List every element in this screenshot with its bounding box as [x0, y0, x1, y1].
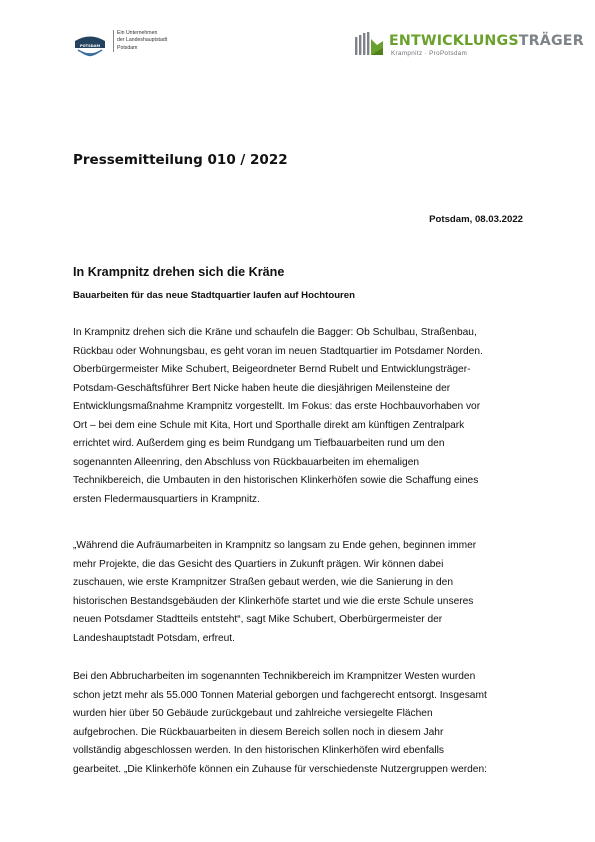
potsdam-seal-icon — [73, 33, 107, 57]
entwicklungstraeger-mark-icon — [355, 31, 385, 59]
potsdam-logo-text — [113, 30, 197, 52]
text-line: vollständig abgeschlossen werden. In den historischen Klinkerhöfen wird ebenfalls — [73, 745, 444, 756]
text-line: ersten Fledermausquartiers in Krampnitz. — [73, 493, 260, 505]
text-line: Potsdam-Geschäftsführer Bert Nicke haben heute die diesjährigen Meilensteine der — [73, 382, 451, 394]
entwicklungstraeger-title — [389, 33, 584, 49]
text-line: historischen Bestandsgebäuden der Klinkerhöfe startet und wie die erste Schule unseres — [73, 595, 474, 607]
text-line: Oberbürgermeister Mike Schubert, Beigeordneter Bernd Rubelt und Entwicklungsträger- — [73, 364, 471, 375]
seal-text: POTSDAM — [79, 44, 101, 49]
document-label: Pressemitteilung 010 / 2022 — [73, 152, 288, 168]
text-line: Rückbau oder Wohnungsbau, es geht voran im neuen Stadtquartier im Potsdamer Norden. — [73, 345, 483, 357]
text-line: mehr Projekte, die das Gesicht des Quartiers in Zukunft prägen. Wir können dabei — [73, 558, 444, 570]
dateline: Potsdam, 08.03.2022 — [429, 214, 523, 225]
text-line: schon jetzt mehr als 55.000 Tonnen Material geborgen und fachgerecht entsorgt. Insgesamt — [73, 689, 487, 701]
title-part-green: ENTWICKLUNGS — [389, 33, 519, 49]
body-paragraph-1 — [73, 324, 533, 509]
subheadline: Bauarbeiten für das neue Stadtquartier laufen auf Hochtouren — [73, 290, 355, 301]
text-line: zuschauen, wie erste Krampnitzer Straßen gebaut werden, wie die Sanierung in den — [73, 577, 453, 588]
text-line: Entwicklungsmaßnahme Krampnitz vorgestellt. Im Fokus: das erste Hochbauvorhaben vor — [73, 401, 481, 412]
text-line: errichtet wird. Außerdem ging es beim Rundgang um Tiefbauarbeiten rund um den — [73, 438, 445, 449]
text-line: Landeshauptstadt Potsdam, erfreut. — [73, 632, 235, 644]
potsdam-logo-line: Ein Unternehmen — [117, 30, 158, 36]
body-paragraph-2 — [73, 537, 533, 648]
title-part-gray: TRÄGER — [518, 33, 584, 49]
text-line: In Krampnitz drehen sich die Kräne und schaufeln die Bagger: Ob Schulbau, Straßenbau, — [73, 327, 477, 338]
potsdam-logo-line: der Landeshauptstadt — [117, 37, 168, 44]
text-line: „Während die Aufräumarbeiten in Krampnitz so langsam zu Ende gehen, beginnen immer — [73, 540, 477, 551]
text-line: Technikbereich, die Umbauten in den historischen Klinkerhöfen sowie die Schaffung eines — [73, 475, 479, 486]
entwicklungstraeger-subtitle: Krampnitz · ProPotsdam — [391, 50, 468, 57]
text-line: gearbeitet. „Die Klinkerhöfe können ein Zuhause für verschiedenste Nutzergruppen werden: — [73, 763, 487, 775]
text-line: sogenannten Alleenring, den Abschluss von Rückbauarbeiten im ehemaligen — [73, 456, 420, 468]
entwicklungstraeger-logo — [355, 30, 584, 64]
text-line: neuen Potsdamer Stadtteils entsteht“, sagt Mike Schubert, Oberbürgermeister der — [73, 614, 443, 625]
potsdam-logo-line: Potsdam — [117, 44, 138, 51]
text-line: Bei den Abbrucharbeiten im sogenannten Technikbereich im Krampnitzer Westen wurden — [73, 671, 476, 682]
text-line: wurden hier über 50 Gebäude zurückgebaut und zahlreiche versiegelte Flächen — [73, 708, 433, 719]
potsdam-logo — [73, 30, 168, 64]
text-line: aufgebrochen. Die Rückbauarbeiten in diesem Bereich sollen noch in diesem Jahr — [73, 726, 444, 738]
text-line: Ort – bei dem eine Schule mit Kita, Hort und Sporthalle direkt am künftigen Zentralpark — [73, 419, 465, 431]
headline: In Krampnitz drehen sich die Kräne — [73, 265, 285, 279]
body-paragraph-3 — [73, 668, 533, 779]
